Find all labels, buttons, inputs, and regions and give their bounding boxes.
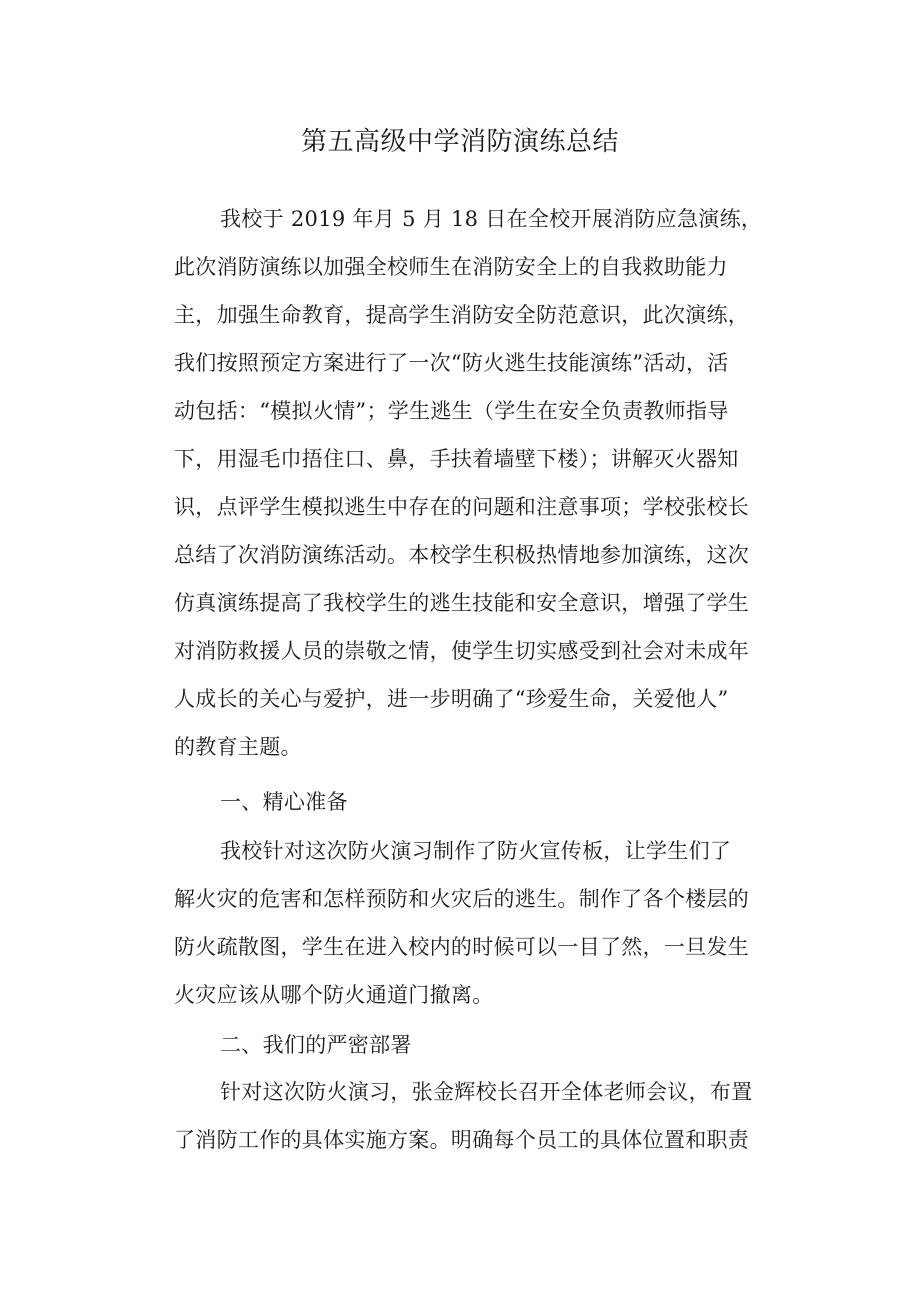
- paragraph-line: 针对这次防火演习，张金辉校长召开全体老师会议，布置: [220, 1080, 753, 1104]
- paragraph-line: 仿真演练提高了我校学生的逃生技能和安全意识，增强了学生: [174, 591, 750, 615]
- document-title: 第五高级中学消防演练总结: [300, 127, 619, 157]
- paragraph-line: 人成长的关心与爱护，进一步明确了“珍爱生命，关爱他人”: [174, 687, 729, 711]
- paragraph-line: 火灾应该从哪个防火通道门撤离。: [174, 983, 494, 1007]
- paragraph-line: 我们按照预定方案进行了一次“防火逃生技能演练”活动，活: [174, 351, 729, 375]
- paragraph-line: 此次消防演练以加强全校师生在消防安全上的自我救助能力: [174, 255, 728, 279]
- paragraph-line: 解火灾的危害和怎样预防和火灾后的逃生。制作了各个楼层的: [174, 887, 750, 911]
- paragraph-line: 识，点评学生模拟逃生中存在的问题和注意事项；学校张校长: [174, 495, 750, 519]
- section-heading: 一、精心准备: [220, 790, 348, 814]
- paragraph-line: 下，用湿毛巾捂住口、鼻，手扶着墙壁下楼）；讲解灭火器知: [174, 447, 739, 471]
- paragraph-line: 对消防救援人员的崇敬之情，使学生切实感受到社会对未成年: [174, 639, 750, 663]
- paragraph-line: 的教育主题。: [174, 735, 302, 759]
- paragraph-line: 总结了次消防演练活动。本校学生积极热情地参加演练，这次: [174, 543, 750, 567]
- paragraph-line: 主，加强生命教育，提高学生消防安全防范意识，此次演练，: [174, 303, 750, 327]
- paragraph-line: 动包括：“模拟火情”；学生逃生（学生在安全负责教师指导: [174, 399, 729, 423]
- paragraph-line: 防火疏散图，学生在进入校内的时候可以一目了然，一旦发生: [174, 935, 750, 959]
- paragraph-line: 了消防工作的具体实施方案。明确每个员工的具体位置和职责: [174, 1128, 750, 1152]
- section-heading: 二、我们的严密部署: [220, 1033, 412, 1057]
- paragraph-line: 我校针对这次防火演习制作了防火宣传板，让学生们了: [220, 839, 732, 863]
- paragraph-line: 我校于 2019 年月 5 月 18 日在全校开展消防应急演练，: [220, 207, 763, 231]
